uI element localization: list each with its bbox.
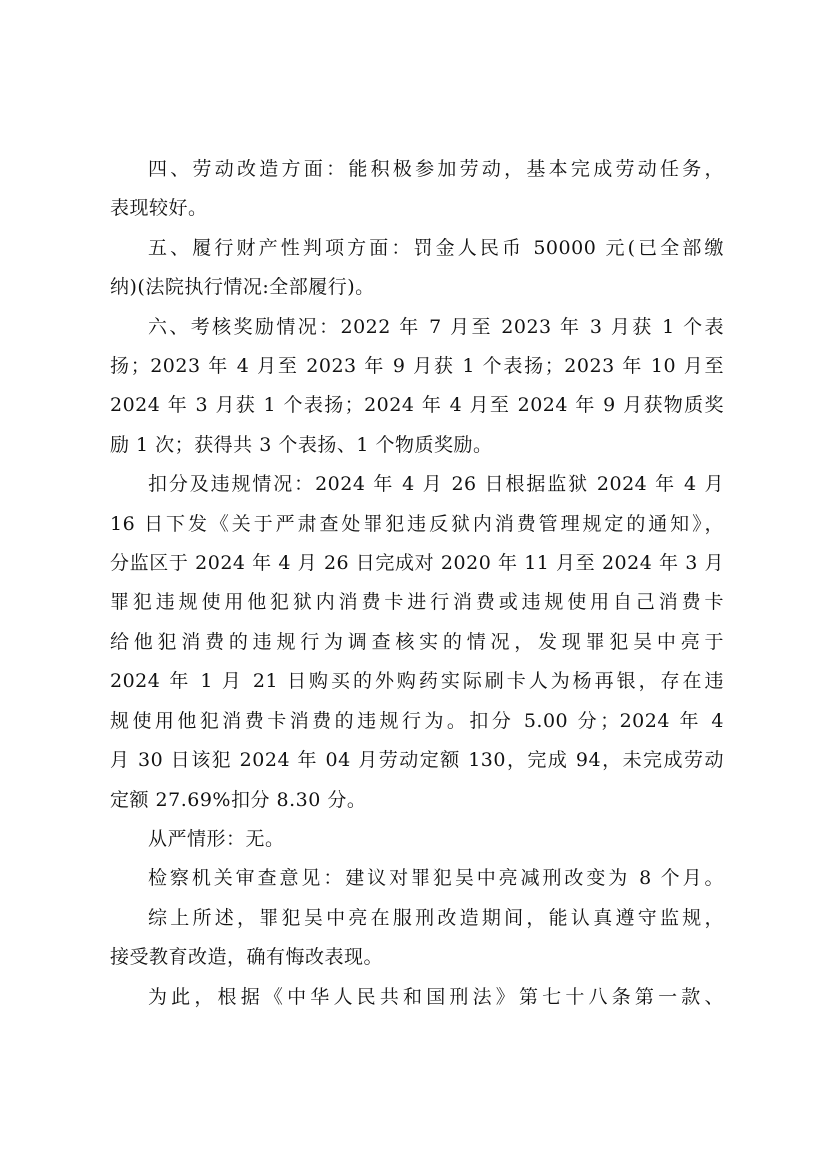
paragraph-labor-reform — [110, 150, 724, 229]
paragraph-strict-circumstances — [110, 820, 724, 859]
paragraph-procuratorate-opinion — [110, 859, 724, 898]
text-line: 罪犯违规使用他犯狱内消费卡进行消费或违规使用自己消费卡 — [110, 591, 724, 614]
text-line: 扣分及违规情况：2024 年 4 月 26 日根据监狱 2024 年 4 月 — [148, 473, 724, 496]
text-line: 从严情形：无。 — [148, 827, 285, 850]
paragraph-deductions-violations — [110, 465, 724, 820]
text-line: 纳)(法院执行情况:全部履行)。 — [110, 276, 375, 299]
text-line: 2024 年 1 月 21 日购买的外购药实际刷卡人为杨再银，存在违 — [110, 670, 724, 693]
text-line: 为此，根据《中华人民共和国刑法》第七十八条第一款、 — [148, 985, 724, 1008]
text-line: 综上所述，罪犯吴中亮在服刑改造期间，能认真遵守监规， — [148, 906, 724, 929]
text-line: 扬；2023 年 4 月至 2023 年 9 月获 1 个表扬；2023 年 10 月至 — [110, 355, 724, 378]
text-line: 16 日下发《关于严肃查处罪犯违反狱内消费管理规定的通知》， — [110, 512, 724, 535]
text-line: 五、履行财产性判项方面：罚金人民币 50000 元(已全部缴 — [148, 236, 724, 259]
paragraph-property-judgment — [110, 229, 724, 308]
document-body — [110, 150, 724, 1017]
text-line: 规使用他犯消费卡消费的违规行为。扣分 5.00 分；2024 年 4 — [110, 709, 724, 732]
text-line: 四、劳动改造方面：能积极参加劳动，基本完成劳动任务， — [148, 158, 724, 180]
text-line: 月 30 日该犯 2024 年 04 月劳动定额 130，完成 94，未完成劳动 — [110, 749, 724, 772]
paragraph-summary — [110, 899, 724, 978]
text-line: 给他犯消费的违规行为调查核实的情况，发现罪犯吴中亮于 — [110, 630, 724, 653]
text-line: 2024 年 3 月获 1 个表扬；2024 年 4 月至 2024 年 9 月获物质奖 — [110, 394, 724, 417]
text-line: 定额 27.69%扣分 8.30 分。 — [110, 788, 367, 811]
text-line: 分监区于 2024 年 4 月 26 日完成对 2020 年 11 月至 2024 年 3 月 — [110, 552, 724, 575]
text-line: 表现较好。 — [110, 197, 208, 220]
paragraph-legal-basis — [110, 978, 724, 1017]
text-line: 励 1 次；获得共 3 个表扬、1 个物质奖励。 — [110, 433, 493, 456]
text-line: 接受教育改造，确有悔改表现。 — [110, 946, 384, 969]
text-line: 检察机关审查意见：建议对罪犯吴中亮减刑改变为 8 个月。 — [148, 867, 724, 890]
text-line: 六、考核奖励情况：2022 年 7 月至 2023 年 3 月获 1 个表 — [148, 315, 724, 338]
paragraph-assessment-rewards — [110, 308, 724, 466]
